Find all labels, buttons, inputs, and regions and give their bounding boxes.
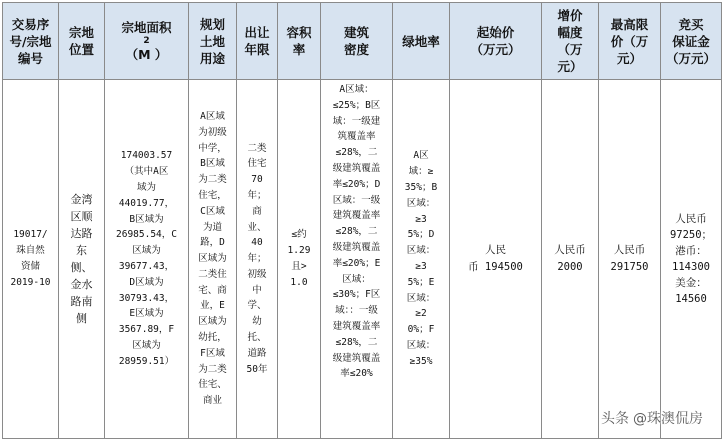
cell-line: A区域： bbox=[339, 84, 374, 95]
cell-line: （万元） bbox=[470, 42, 521, 57]
cell-line: 年； bbox=[247, 253, 267, 265]
cell-area bbox=[105, 80, 189, 439]
cell-line: 美金： bbox=[675, 277, 707, 289]
cell-line: ≤30%；F区 bbox=[332, 289, 381, 301]
cell-line: 编号 bbox=[17, 50, 43, 66]
cell-line: ≥35% bbox=[409, 355, 433, 367]
cell-line: E区域为 bbox=[129, 308, 164, 320]
cell-line: 最高限 bbox=[610, 16, 649, 32]
cell-line: 年； bbox=[247, 189, 267, 201]
cell-line: 建筑 bbox=[343, 25, 369, 40]
cell-line: 域：一级建 bbox=[332, 115, 381, 127]
cell-line: 土地 bbox=[199, 33, 225, 49]
cell-line: 建筑覆盖率 bbox=[332, 320, 381, 332]
cell-line: 规划 bbox=[199, 16, 225, 32]
header-area-superscript: 2 bbox=[143, 36, 150, 46]
cell-line: 价（万 bbox=[610, 33, 649, 49]
cell-line: 住宅， bbox=[198, 189, 227, 201]
header-building-density bbox=[321, 3, 393, 80]
cell-line: D区域为 bbox=[129, 276, 164, 288]
cell-line: 人民币 bbox=[554, 244, 586, 256]
header-green-ratio bbox=[393, 3, 450, 80]
cell-transaction-no bbox=[3, 80, 59, 439]
cell-line: 区域为 bbox=[198, 253, 227, 265]
cell-plot-ratio bbox=[278, 80, 321, 439]
cell-line: 业、 bbox=[247, 221, 267, 233]
cell-line: 商业 bbox=[202, 395, 222, 407]
cell-line: 2019-10 bbox=[10, 276, 51, 288]
header-increment bbox=[542, 3, 599, 80]
cell-line: 宗地面积 bbox=[121, 20, 172, 35]
cell-line: 金湾 bbox=[70, 193, 93, 206]
cell-line: 率≤20%；E bbox=[332, 257, 381, 269]
cell-line: B区域为 bbox=[129, 213, 164, 225]
cell-line: 28959.51） bbox=[118, 355, 175, 367]
cell-line: 级建筑覆盖 bbox=[332, 162, 381, 174]
cell-line: 为二类 bbox=[198, 174, 227, 186]
cell-line: 托、 bbox=[247, 332, 267, 344]
cell-line: 住宅 bbox=[247, 158, 267, 170]
cell-line: 域为 bbox=[136, 182, 156, 194]
cell-line: 交易序 bbox=[11, 16, 50, 32]
cell-line: 174003.57 bbox=[120, 150, 173, 162]
cell-line: 出让 bbox=[244, 25, 270, 40]
cell-line: 资储 bbox=[20, 261, 40, 272]
watermark-brand: 头条 bbox=[601, 411, 629, 427]
cell-line: 路南 bbox=[70, 295, 93, 308]
cell-line: 中 bbox=[252, 284, 262, 296]
cell-deposit bbox=[661, 80, 722, 439]
cell-line: 绿地率 bbox=[402, 33, 440, 49]
cell-line: 保证金 bbox=[672, 33, 710, 49]
cell-line: 区域为 bbox=[198, 316, 227, 328]
cell-line: 区域： bbox=[342, 273, 371, 285]
header-deposit bbox=[661, 3, 722, 80]
cell-line: 级建筑覆盖 bbox=[332, 241, 381, 253]
cell-line: 容积 bbox=[286, 25, 312, 40]
cell-line: ≤28%，二 bbox=[335, 147, 378, 159]
cell-line: 19017/ bbox=[13, 229, 48, 241]
cell-line: C区域 bbox=[200, 205, 225, 217]
cell-line: 港币： bbox=[675, 245, 707, 257]
header-row bbox=[3, 3, 722, 80]
cell-line: 宗地 bbox=[68, 25, 94, 40]
cell-line: A区 bbox=[413, 150, 429, 162]
cell-line: 东 bbox=[76, 244, 87, 257]
cell-line: 道路 bbox=[247, 347, 267, 359]
cell-line: 率 bbox=[292, 42, 306, 57]
cell-location bbox=[59, 80, 105, 439]
cell-line: ≥3 bbox=[415, 261, 427, 272]
cell-line: 291750 bbox=[610, 261, 649, 273]
cell-line: 人民币 bbox=[675, 213, 707, 225]
cell-line: 14560 bbox=[675, 293, 707, 305]
cell-line: 为初级 bbox=[198, 126, 227, 138]
header-plot-ratio bbox=[278, 3, 321, 80]
cell-line: 年限 bbox=[244, 42, 270, 57]
cell-line: ≤约 bbox=[291, 229, 307, 241]
cell-line: 用途 bbox=[199, 50, 225, 66]
cell-line: 1.0 bbox=[290, 276, 308, 288]
cell-line: 元） bbox=[616, 50, 642, 66]
cell-line: 增价 bbox=[557, 8, 583, 23]
cell-line: ≤28%，二 bbox=[335, 336, 378, 348]
cell-line: 为道 bbox=[202, 221, 222, 233]
cell-line: 幼托， bbox=[198, 332, 227, 344]
header-land-use bbox=[189, 3, 237, 80]
header-term bbox=[237, 3, 278, 80]
cell-building-density bbox=[321, 80, 393, 439]
cell-line: 率≤20%；D bbox=[332, 178, 381, 190]
cell-line: 业，E bbox=[200, 300, 225, 312]
cell-line: 3567.89，F bbox=[118, 324, 175, 336]
header-area-label bbox=[105, 19, 188, 36]
cell-line: 学、 bbox=[247, 300, 267, 312]
cell-line: 住宅、 bbox=[198, 379, 227, 391]
cell-line: ≤28%，二 bbox=[335, 226, 378, 238]
cell-line: 区顺 bbox=[70, 210, 93, 223]
cell-line: 1.29 bbox=[287, 245, 311, 257]
cell-line: （其中A区 bbox=[124, 166, 169, 178]
cell-line: 宅、商 bbox=[198, 284, 227, 296]
cell-line: 级建筑覆盖 bbox=[332, 352, 381, 364]
cell-line: 人民币 bbox=[613, 244, 646, 256]
cell-max-price bbox=[599, 80, 661, 439]
cell-line: 币 194500 bbox=[468, 261, 523, 273]
cell-green-ratio bbox=[393, 80, 450, 439]
cell-line: 侧 bbox=[76, 312, 87, 325]
cell-line: 筑覆盖率 bbox=[337, 131, 376, 143]
cell-line: （万元） bbox=[665, 50, 716, 66]
cell-line: 元） bbox=[557, 59, 583, 74]
cell-line: 区域为 bbox=[132, 339, 161, 351]
cell-line: 0%；F bbox=[407, 324, 435, 336]
cell-line: 建筑覆盖率 bbox=[332, 210, 381, 222]
cell-line: 人民 bbox=[485, 244, 506, 256]
cell-line: 44019.77， bbox=[118, 197, 175, 209]
cell-line: 50年 bbox=[246, 363, 268, 375]
cell-line: 5%；D bbox=[407, 229, 435, 241]
cell-line: 114300 bbox=[672, 261, 710, 273]
cell-line: ≤25%；B区 bbox=[332, 99, 381, 111]
cell-line: 二类 bbox=[247, 142, 267, 154]
header-start-price bbox=[450, 3, 542, 80]
cell-line: 区域为 bbox=[132, 245, 161, 257]
header-transaction-no bbox=[3, 3, 59, 80]
cell-line: 金水 bbox=[70, 278, 93, 291]
cell-line: 区域： bbox=[406, 339, 436, 351]
cell-line: 路，D bbox=[200, 237, 225, 249]
cell-line: 商 bbox=[252, 205, 262, 217]
cell-line: ≥2 bbox=[415, 308, 427, 320]
header-area bbox=[105, 3, 189, 80]
cell-line: B区域 bbox=[200, 158, 225, 170]
cell-line: 39677.43， bbox=[118, 261, 175, 272]
cell-increment bbox=[542, 80, 599, 439]
cell-line: 26985.54，C bbox=[116, 229, 177, 241]
watermark-handle: @珠澳侃房 bbox=[633, 411, 703, 427]
cell-line: 区域：一级 bbox=[332, 194, 381, 206]
cell-line: 初级 bbox=[247, 268, 267, 280]
cell-line: 40 bbox=[251, 237, 263, 249]
cell-line: 中学， bbox=[198, 142, 227, 154]
cell-line: 二类住 bbox=[198, 268, 227, 280]
cell-line: （万 bbox=[557, 42, 583, 57]
header-max-price bbox=[599, 3, 661, 80]
cell-start-price bbox=[450, 80, 542, 439]
cell-line: 幼 bbox=[252, 316, 262, 328]
cell-land-use bbox=[189, 80, 237, 439]
cell-line: 区域： bbox=[406, 292, 436, 304]
cell-line: 竞买 bbox=[678, 16, 704, 32]
land-transaction-table bbox=[2, 2, 722, 439]
watermark bbox=[601, 408, 703, 428]
cell-line: 率≤20% bbox=[340, 368, 373, 380]
cell-line: 起始价 bbox=[476, 25, 515, 40]
cell-line: 达路 bbox=[70, 227, 93, 240]
cell-line: 35%；B bbox=[404, 182, 438, 194]
cell-line: 为二类 bbox=[198, 363, 227, 375]
header-location bbox=[59, 3, 105, 80]
cell-line: 区域： bbox=[406, 245, 436, 257]
cell-line: F区域 bbox=[200, 347, 225, 359]
cell-line: 位置 bbox=[68, 42, 94, 57]
table-row bbox=[3, 80, 722, 439]
cell-line: 域：：一级 bbox=[335, 305, 378, 317]
cell-line: 97250； bbox=[669, 229, 713, 241]
cell-term bbox=[237, 80, 278, 439]
cell-line: ≥3 bbox=[415, 213, 427, 225]
cell-line: 30793.43， bbox=[118, 292, 175, 304]
cell-line: 5%；E bbox=[407, 276, 435, 288]
cell-line: 密度 bbox=[343, 42, 369, 57]
cell-line: 区域： bbox=[406, 197, 436, 209]
header-area-unit: （M ） bbox=[125, 47, 168, 62]
cell-line: 珠自然 bbox=[16, 245, 45, 257]
cell-line: 号/宗地 bbox=[9, 33, 52, 49]
cell-line: 幅度 bbox=[557, 25, 583, 40]
cell-line: 且> bbox=[291, 261, 307, 272]
cell-line: A区域 bbox=[200, 110, 225, 122]
cell-line: 域：≥ bbox=[408, 166, 434, 178]
cell-line: 2000 bbox=[557, 261, 583, 273]
cell-line: 侧、 bbox=[70, 261, 93, 274]
cell-line: 70 bbox=[251, 174, 263, 186]
